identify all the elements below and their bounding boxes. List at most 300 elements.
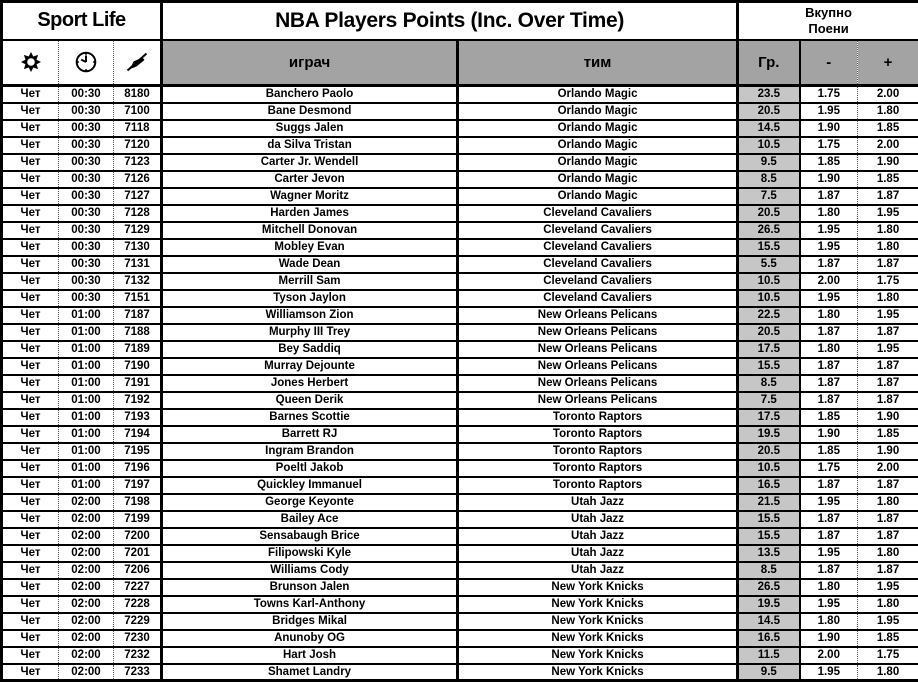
player-cell: Queen Derik [162, 392, 458, 409]
code-cell: 7230 [114, 630, 162, 647]
over-odds-cell[interactable]: 1.87 [858, 511, 918, 528]
clock-icon [74, 50, 98, 74]
under-odds-cell[interactable]: 1.95 [800, 222, 858, 239]
line-cell: 7.5 [738, 188, 800, 205]
over-odds-cell[interactable]: 1.80 [858, 664, 918, 681]
over-odds-cell[interactable]: 1.80 [858, 494, 918, 511]
day-cell: Чет [2, 613, 59, 630]
table-row [2, 477, 918, 494]
code-cell: 7120 [114, 137, 162, 154]
day-cell: Чет [2, 324, 59, 341]
day-cell: Чет [2, 664, 59, 681]
table-row [2, 392, 918, 409]
under-odds-cell[interactable]: 1.95 [800, 494, 858, 511]
team-cell: New Orleans Pelicans [458, 324, 738, 341]
code-cell: 7196 [114, 460, 162, 477]
code-cell: 7151 [114, 290, 162, 307]
line-cell: 26.5 [738, 222, 800, 239]
line-cell: 17.5 [738, 409, 800, 426]
line-cell: 15.5 [738, 358, 800, 375]
under-odds-cell[interactable]: 1.75 [800, 86, 858, 103]
time-cell: 00:30 [59, 103, 114, 120]
team-cell: Toronto Raptors [458, 443, 738, 460]
player-cell: Filipowski Kyle [162, 545, 458, 562]
over-odds-cell[interactable]: 2.00 [858, 460, 918, 477]
over-odds-cell[interactable]: 1.80 [858, 545, 918, 562]
player-cell: Bane Desmond [162, 103, 458, 120]
table-row [2, 290, 918, 307]
line-cell: 19.5 [738, 426, 800, 443]
over-odds-cell[interactable]: 1.95 [858, 579, 918, 596]
table-row [2, 545, 918, 562]
time-cell: 00:30 [59, 171, 114, 188]
day-cell: Чет [2, 86, 59, 103]
team-cell: Toronto Raptors [458, 460, 738, 477]
brand-title: Sport Life [2, 2, 162, 40]
over-odds-cell[interactable]: 1.87 [858, 188, 918, 205]
time-cell: 01:00 [59, 477, 114, 494]
under-odds-cell[interactable]: 1.87 [800, 375, 858, 392]
table-row [2, 171, 918, 188]
rows-body [2, 86, 918, 681]
over-odds-cell[interactable]: 1.87 [858, 256, 918, 273]
under-odds-cell[interactable]: 1.80 [800, 579, 858, 596]
under-odds-cell[interactable]: 1.95 [800, 290, 858, 307]
time-cell: 01:00 [59, 324, 114, 341]
time-cell: 02:00 [59, 511, 114, 528]
over-odds-cell[interactable]: 1.80 [858, 596, 918, 613]
line-cell: 19.5 [738, 596, 800, 613]
player-cell: Wagner Moritz [162, 188, 458, 205]
day-cell: Чет [2, 596, 59, 613]
team-cell: Cleveland Cavaliers [458, 239, 738, 256]
time-cell: 02:00 [59, 647, 114, 664]
day-cell: Чет [2, 545, 59, 562]
code-cell: 7132 [114, 273, 162, 290]
line-cell: 17.5 [738, 341, 800, 358]
code-cell: 7194 [114, 426, 162, 443]
table-row [2, 205, 918, 222]
over-odds-cell[interactable]: 1.87 [858, 324, 918, 341]
team-cell: New York Knicks [458, 596, 738, 613]
market-title [738, 2, 918, 40]
player-cell: da Silva Tristan [162, 137, 458, 154]
code-cell: 7192 [114, 392, 162, 409]
day-cell: Чет [2, 528, 59, 545]
day-cell: Чет [2, 239, 59, 256]
team-cell: New Orleans Pelicans [458, 307, 738, 324]
player-cell: Bridges Mikal [162, 613, 458, 630]
time-cell: 01:00 [59, 426, 114, 443]
code-cell: 7123 [114, 154, 162, 171]
day-cell: Чет [2, 511, 59, 528]
code-cell: 7229 [114, 613, 162, 630]
over-odds-cell[interactable]: 1.87 [858, 477, 918, 494]
day-cell: Чет [2, 409, 59, 426]
under-odds-cell[interactable]: 2.00 [800, 647, 858, 664]
team-cell: New Orleans Pelicans [458, 341, 738, 358]
line-cell: 20.5 [738, 103, 800, 120]
under-odds-cell[interactable]: 1.95 [800, 596, 858, 613]
time-cell: 00:30 [59, 205, 114, 222]
day-cell: Чет [2, 426, 59, 443]
player-cell: Harden James [162, 205, 458, 222]
team-cell: Cleveland Cavaliers [458, 273, 738, 290]
line-cell: 9.5 [738, 664, 800, 681]
over-odds-cell[interactable]: 1.75 [858, 647, 918, 664]
table-row [2, 426, 918, 443]
day-cell: Чет [2, 188, 59, 205]
code-cell: 7128 [114, 205, 162, 222]
team-cell: Toronto Raptors [458, 409, 738, 426]
time-cell: 01:00 [59, 443, 114, 460]
line-cell: 13.5 [738, 545, 800, 562]
over-odds-cell[interactable]: 1.85 [858, 426, 918, 443]
code-cell: 7193 [114, 409, 162, 426]
under-odds-cell[interactable]: 1.80 [800, 341, 858, 358]
table-row [2, 358, 918, 375]
team-cell: New York Knicks [458, 630, 738, 647]
table-row [2, 324, 918, 341]
under-odds-cell[interactable]: 1.80 [800, 307, 858, 324]
code-cell: 7206 [114, 562, 162, 579]
under-odds-cell[interactable]: 1.87 [800, 528, 858, 545]
day-cell: Чет [2, 273, 59, 290]
table-row [2, 188, 918, 205]
over-odds-cell[interactable]: 1.95 [858, 341, 918, 358]
time-cell: 01:00 [59, 375, 114, 392]
team-cell: Cleveland Cavaliers [458, 205, 738, 222]
player-cell: Carter Jr. Wendell [162, 154, 458, 171]
line-cell: 20.5 [738, 205, 800, 222]
under-odds-cell[interactable]: 1.80 [800, 205, 858, 222]
over-odds-cell[interactable]: 1.95 [858, 205, 918, 222]
under-odds-cell[interactable]: 1.90 [800, 171, 858, 188]
code-cell: 7129 [114, 222, 162, 239]
team-cell: Orlando Magic [458, 120, 738, 137]
team-cell: New Orleans Pelicans [458, 358, 738, 375]
over-odds-cell[interactable]: 1.90 [858, 409, 918, 426]
code-cell: 8180 [114, 86, 162, 103]
day-cell: Чет [2, 358, 59, 375]
time-cell: 00:30 [59, 239, 114, 256]
line-cell: 16.5 [738, 477, 800, 494]
player-cell: Carter Jevon [162, 171, 458, 188]
team-cell: Orlando Magic [458, 154, 738, 171]
day-cell: Чет [2, 630, 59, 647]
page-title: NBA Players Points (Inc. Over Time) [162, 2, 738, 40]
team-cell: New York Knicks [458, 664, 738, 681]
time-cell: 01:00 [59, 358, 114, 375]
line-cell: 10.5 [738, 290, 800, 307]
market-line2: Поени [808, 20, 849, 36]
code-cell: 7118 [114, 120, 162, 137]
table-row [2, 222, 918, 239]
time-cell: 00:30 [59, 188, 114, 205]
over-odds-cell[interactable]: 1.80 [858, 103, 918, 120]
day-cell: Чет [2, 341, 59, 358]
code-cell: 7227 [114, 579, 162, 596]
team-cell: Utah Jazz [458, 494, 738, 511]
under-odds-cell[interactable]: 1.95 [800, 239, 858, 256]
over-odds-cell[interactable]: 1.85 [858, 120, 918, 137]
day-cell: Чет [2, 205, 59, 222]
over-odds-cell[interactable]: 1.75 [858, 273, 918, 290]
over-odds-cell[interactable]: 2.00 [858, 86, 918, 103]
line-cell: 22.5 [738, 307, 800, 324]
player-cell: Mitchell Donovan [162, 222, 458, 239]
over-odds-cell[interactable]: 1.80 [858, 239, 918, 256]
player-column-header: играч [162, 40, 458, 86]
time-cell: 02:00 [59, 613, 114, 630]
line-cell: 9.5 [738, 154, 800, 171]
team-cell: Orlando Magic [458, 137, 738, 154]
over-odds-cell[interactable]: 1.95 [858, 307, 918, 324]
under-odds-cell[interactable]: 1.85 [800, 443, 858, 460]
time-cell: 00:30 [59, 256, 114, 273]
line-cell: 5.5 [738, 256, 800, 273]
team-cell: New York Knicks [458, 579, 738, 596]
time-cell: 01:00 [59, 341, 114, 358]
line-cell: 16.5 [738, 630, 800, 647]
player-cell: Bey Saddiq [162, 341, 458, 358]
day-cell: Чет [2, 647, 59, 664]
code-cell: 7197 [114, 477, 162, 494]
player-cell: Barnes Scottie [162, 409, 458, 426]
team-cell: Utah Jazz [458, 545, 738, 562]
under-odds-cell[interactable]: 1.87 [800, 477, 858, 494]
team-cell: New Orleans Pelicans [458, 392, 738, 409]
team-cell: Orlando Magic [458, 188, 738, 205]
line-cell: 20.5 [738, 443, 800, 460]
code-cell: 7232 [114, 647, 162, 664]
day-cell: Чет [2, 375, 59, 392]
line-cell: 10.5 [738, 460, 800, 477]
table-row [2, 460, 918, 477]
line-cell: 21.5 [738, 494, 800, 511]
time-cell: 00:30 [59, 290, 114, 307]
under-odds-cell[interactable]: 1.87 [800, 188, 858, 205]
under-odds-cell[interactable]: 1.87 [800, 511, 858, 528]
over-odds-cell[interactable]: 1.87 [858, 528, 918, 545]
day-cell: Чет [2, 460, 59, 477]
under-odds-cell[interactable]: 1.90 [800, 120, 858, 137]
gear-icon [19, 50, 43, 74]
team-cell: Utah Jazz [458, 562, 738, 579]
player-cell: Williamson Zion [162, 307, 458, 324]
under-odds-cell[interactable]: 1.95 [800, 664, 858, 681]
under-odds-cell[interactable]: 1.87 [800, 358, 858, 375]
line-column-header: Гр. [738, 40, 800, 86]
under-odds-cell[interactable]: 1.90 [800, 426, 858, 443]
under-odds-cell[interactable]: 1.85 [800, 154, 858, 171]
day-cell: Чет [2, 290, 59, 307]
under-column-header: - [800, 40, 858, 86]
player-cell: Suggs Jalen [162, 120, 458, 137]
table-row [2, 596, 918, 613]
table-row [2, 307, 918, 324]
over-odds-cell[interactable]: 1.87 [858, 375, 918, 392]
player-cell: Merrill Sam [162, 273, 458, 290]
team-column-header: тим [458, 40, 738, 86]
table-row [2, 647, 918, 664]
under-odds-cell[interactable]: 1.87 [800, 562, 858, 579]
time-cell: 02:00 [59, 562, 114, 579]
team-cell: Utah Jazz [458, 511, 738, 528]
day-cell: Чет [2, 222, 59, 239]
line-cell: 15.5 [738, 239, 800, 256]
code-cell: 7233 [114, 664, 162, 681]
player-cell: Murphy III Trey [162, 324, 458, 341]
under-odds-cell[interactable]: 1.80 [800, 613, 858, 630]
under-odds-cell[interactable]: 1.75 [800, 137, 858, 154]
pen-crossed-icon [125, 50, 149, 74]
day-cell: Чет [2, 137, 59, 154]
day-cell: Чет [2, 579, 59, 596]
line-cell: 14.5 [738, 613, 800, 630]
player-cell: Jones Herbert [162, 375, 458, 392]
code-cell: 7127 [114, 188, 162, 205]
over-odds-cell[interactable]: 1.87 [858, 392, 918, 409]
table-row [2, 613, 918, 630]
under-odds-cell[interactable]: 1.87 [800, 324, 858, 341]
player-cell: George Keyonte [162, 494, 458, 511]
table-row [2, 409, 918, 426]
player-cell: Barrett RJ [162, 426, 458, 443]
over-odds-cell[interactable]: 1.90 [858, 443, 918, 460]
team-cell: Utah Jazz [458, 528, 738, 545]
code-cell: 7187 [114, 307, 162, 324]
over-odds-cell[interactable]: 1.85 [858, 630, 918, 647]
under-odds-cell[interactable]: 1.85 [800, 409, 858, 426]
over-odds-cell[interactable]: 1.90 [858, 154, 918, 171]
over-odds-cell[interactable]: 1.80 [858, 290, 918, 307]
time-cell: 02:00 [59, 528, 114, 545]
player-cell: Shamet Landry [162, 664, 458, 681]
line-cell: 11.5 [738, 647, 800, 664]
code-cell: 7199 [114, 511, 162, 528]
table-row [2, 103, 918, 120]
over-odds-cell[interactable]: 1.87 [858, 358, 918, 375]
over-column-header: + [858, 40, 918, 86]
player-cell: Bailey Ace [162, 511, 458, 528]
time-cell: 02:00 [59, 596, 114, 613]
line-cell: 7.5 [738, 392, 800, 409]
table-row [2, 120, 918, 137]
table-row [2, 256, 918, 273]
time-cell: 02:00 [59, 630, 114, 647]
under-odds-cell[interactable]: 1.95 [800, 545, 858, 562]
line-cell: 10.5 [738, 137, 800, 154]
table-row [2, 664, 918, 681]
line-cell: 20.5 [738, 324, 800, 341]
over-odds-cell[interactable]: 1.87 [858, 562, 918, 579]
code-cell: 7195 [114, 443, 162, 460]
day-cell: Чет [2, 392, 59, 409]
line-cell: 14.5 [738, 120, 800, 137]
over-odds-cell[interactable]: 1.95 [858, 613, 918, 630]
time-cell: 00:30 [59, 222, 114, 239]
market-line1: Вкупно [805, 5, 852, 21]
team-cell: Toronto Raptors [458, 477, 738, 494]
table-row [2, 137, 918, 154]
player-cell: Murray Dejounte [162, 358, 458, 375]
day-cell: Чет [2, 477, 59, 494]
time-cell: 02:00 [59, 494, 114, 511]
under-odds-cell[interactable]: 2.00 [800, 273, 858, 290]
player-cell: Quickley Immanuel [162, 477, 458, 494]
table-row [2, 443, 918, 460]
day-cell: Чет [2, 103, 59, 120]
code-cell: 7131 [114, 256, 162, 273]
team-cell: Orlando Magic [458, 103, 738, 120]
time-cell: 00:30 [59, 154, 114, 171]
player-cell: Towns Karl-Anthony [162, 596, 458, 613]
under-odds-cell[interactable]: 1.87 [800, 392, 858, 409]
time-cell: 01:00 [59, 392, 114, 409]
code-cell: 7100 [114, 103, 162, 120]
team-cell: Cleveland Cavaliers [458, 256, 738, 273]
team-cell: New Orleans Pelicans [458, 375, 738, 392]
day-column-header [2, 40, 59, 86]
table-row [2, 511, 918, 528]
table-row [2, 579, 918, 596]
day-cell: Чет [2, 494, 59, 511]
time-cell: 00:30 [59, 273, 114, 290]
line-cell: 10.5 [738, 273, 800, 290]
under-odds-cell[interactable]: 1.95 [800, 103, 858, 120]
line-cell: 23.5 [738, 86, 800, 103]
table-row [2, 528, 918, 545]
time-cell: 02:00 [59, 579, 114, 596]
over-odds-cell[interactable]: 1.80 [858, 222, 918, 239]
player-cell: Mobley Evan [162, 239, 458, 256]
code-cell: 7198 [114, 494, 162, 511]
time-cell: 01:00 [59, 460, 114, 477]
time-cell: 01:00 [59, 409, 114, 426]
table-row [2, 562, 918, 579]
over-odds-cell[interactable]: 2.00 [858, 137, 918, 154]
code-cell: 7188 [114, 324, 162, 341]
line-cell: 15.5 [738, 511, 800, 528]
player-cell: Williams Cody [162, 562, 458, 579]
table-row [2, 86, 918, 103]
team-cell: Cleveland Cavaliers [458, 290, 738, 307]
player-cell: Brunson Jalen [162, 579, 458, 596]
table-row [2, 239, 918, 256]
team-cell: Orlando Magic [458, 86, 738, 103]
under-odds-cell[interactable]: 1.87 [800, 256, 858, 273]
day-cell: Чет [2, 154, 59, 171]
under-odds-cell[interactable]: 1.75 [800, 460, 858, 477]
time-cell: 00:30 [59, 120, 114, 137]
under-odds-cell[interactable]: 1.90 [800, 630, 858, 647]
table-row [2, 630, 918, 647]
day-cell: Чет [2, 562, 59, 579]
line-cell: 26.5 [738, 579, 800, 596]
time-column-header [59, 40, 114, 86]
code-cell: 7130 [114, 239, 162, 256]
code-cell: 7201 [114, 545, 162, 562]
time-cell: 02:00 [59, 545, 114, 562]
player-cell: Hart Josh [162, 647, 458, 664]
over-odds-cell[interactable]: 1.85 [858, 171, 918, 188]
code-cell: 7228 [114, 596, 162, 613]
player-cell: Wade Dean [162, 256, 458, 273]
team-cell: Orlando Magic [458, 171, 738, 188]
time-cell: 02:00 [59, 664, 114, 681]
table-row [2, 341, 918, 358]
